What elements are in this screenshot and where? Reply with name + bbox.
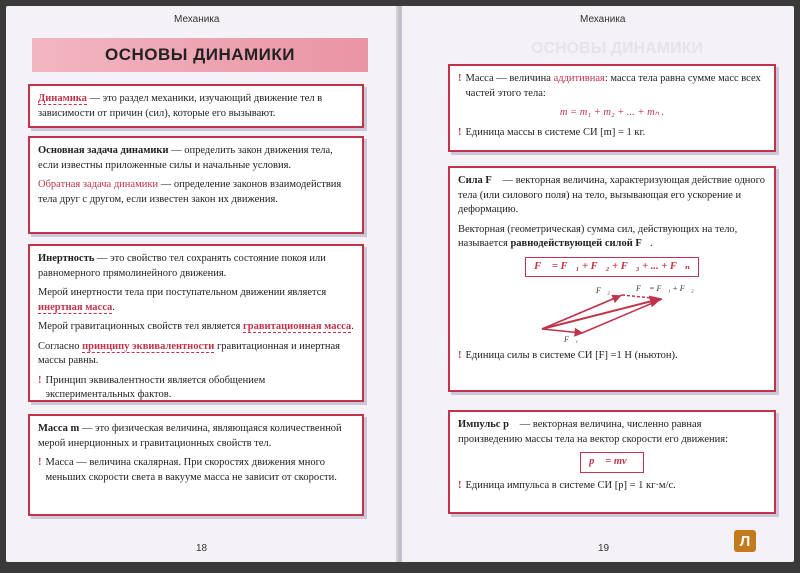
right-page (402, 6, 794, 562)
term-additive: аддитивная (553, 73, 605, 84)
term-equivalence-principle: принципу эквивалентности (82, 340, 215, 352)
unit-text: Единица силы в системе СИ [F] =1 Н (ньютон). (465, 350, 678, 361)
paragraph-text: Масса — величина (465, 73, 554, 84)
note-text: Масса — величина скалярная. При скоростях движения много меньших скорости света в вакууме масса не зависит от скорости. (45, 457, 337, 483)
term-momentum: Импульс p⃗ (458, 419, 518, 430)
term-inertial-mass: инертная масса (38, 301, 113, 313)
unit-text: Единица массы в системе СИ [m] = 1 кг. (465, 126, 646, 138)
page-number: 19 (598, 543, 610, 554)
paragraph-text: Согласно (38, 340, 83, 352)
definition-text: — это физическая величина, являющаяся количественной мерой инерционных и гравитационных свойств тел. (38, 423, 342, 449)
momentum-definition-box (448, 410, 776, 514)
exclamation-icon: ! (458, 73, 462, 84)
definition-box-main-task (28, 136, 364, 234)
vector-f1 (542, 329, 582, 333)
term-main-task: Основная задача динамики (38, 145, 169, 156)
definition-box-mass (28, 414, 364, 516)
term-resultant-force: равнодействующей силой F⃗ (510, 238, 650, 249)
running-head: Механика (580, 14, 626, 25)
parallelogram-side (622, 295, 662, 299)
exclamation-icon: ! (38, 457, 42, 468)
term-force: Сила F⃗ (458, 175, 500, 186)
left-page (6, 6, 398, 562)
unit-text: Единица импульса в системе СИ [p] = 1 кг·м/с. (465, 479, 676, 491)
force-parallelogram-diagram (512, 281, 712, 343)
definition-text: — это раздел механики, изучающий движение тел в зависимости от причин (сил), которые его вызывают. (38, 93, 323, 119)
term-inertia: Инертность (38, 253, 95, 264)
paragraph-text: . (649, 238, 653, 249)
term-gravitational-mass: гравитационная масса (243, 321, 352, 332)
definition-text: — определение законов взаимодействия тела друг с другом, если известен закон их движения. (38, 179, 342, 205)
label-f2: F⃗₂ (596, 286, 610, 295)
mass-sum-formula: m = m₁ + m₂ + ... + mₙ . (559, 107, 665, 118)
paragraph-text: Мерой инертности тела при поступательном движении является (38, 287, 327, 298)
paragraph-text: гравитационная и инертная массы равны. (38, 340, 340, 366)
section-title: ОСНОВЫ ДИНАМИКИ (32, 38, 368, 72)
paragraph-text: Векторная (геометрическая) сумма сил, действующих на тело, называется (458, 223, 738, 249)
paragraph-text: . (112, 301, 115, 313)
paragraph-text: . (351, 321, 354, 332)
paragraph-text: Мерой гравитационных свойств тел является (38, 321, 244, 332)
bleed-through-title: ОСНОВЫ ДИНАМИКИ (531, 40, 703, 57)
paragraph-text: : масса тела равна сумме масс всех частей этого тела: (465, 73, 761, 99)
exclamation-icon: ! (458, 350, 462, 361)
mass-additivity-box (448, 64, 776, 152)
definition-box-inertia (28, 244, 364, 402)
publisher-logo: Л (734, 530, 756, 552)
page-number: 18 (196, 543, 208, 554)
term-dynamics: Динамика (38, 93, 87, 104)
definition-text: — векторная величина, численно равная произведению массы тела на вектор скорости его движения: (458, 419, 729, 445)
label-f1: F⃗₁ (564, 335, 578, 343)
term-mass: Масса m (38, 423, 80, 434)
force-definition-box (448, 166, 776, 392)
definition-text: — векторная величина, характеризующая действие одного тела (или силового поля) на тело, вызывающая его ускорение и деформацию. (458, 175, 765, 215)
running-head: Механика (174, 14, 220, 25)
note-text: Принцип эквивалентности является обобщением экспериментальных фактов. (45, 374, 266, 400)
label-resultant: F⃗ = F⃗₁ + F⃗₂ (636, 284, 694, 293)
definition-text: — определить закон движения тела, если известны приложенные силы и начальные условия. (38, 145, 333, 171)
momentum-formula: p⃗ = mv⃗ (580, 452, 644, 473)
exclamation-icon: ! (458, 126, 462, 138)
exclamation-icon: ! (458, 479, 462, 491)
definition-box-dynamics (28, 84, 364, 128)
exclamation-icon: ! (38, 374, 42, 386)
definition-text: — это свойство тел сохранять состояние покоя или равномерного прямолинейного движения. (38, 253, 326, 279)
term-inverse-task: Обратная задача динамики (38, 179, 159, 190)
resultant-force-formula: F⃗ = F⃗₁ + F⃗₂ + F⃗₃ + ... + F⃗ₙ (525, 257, 699, 278)
